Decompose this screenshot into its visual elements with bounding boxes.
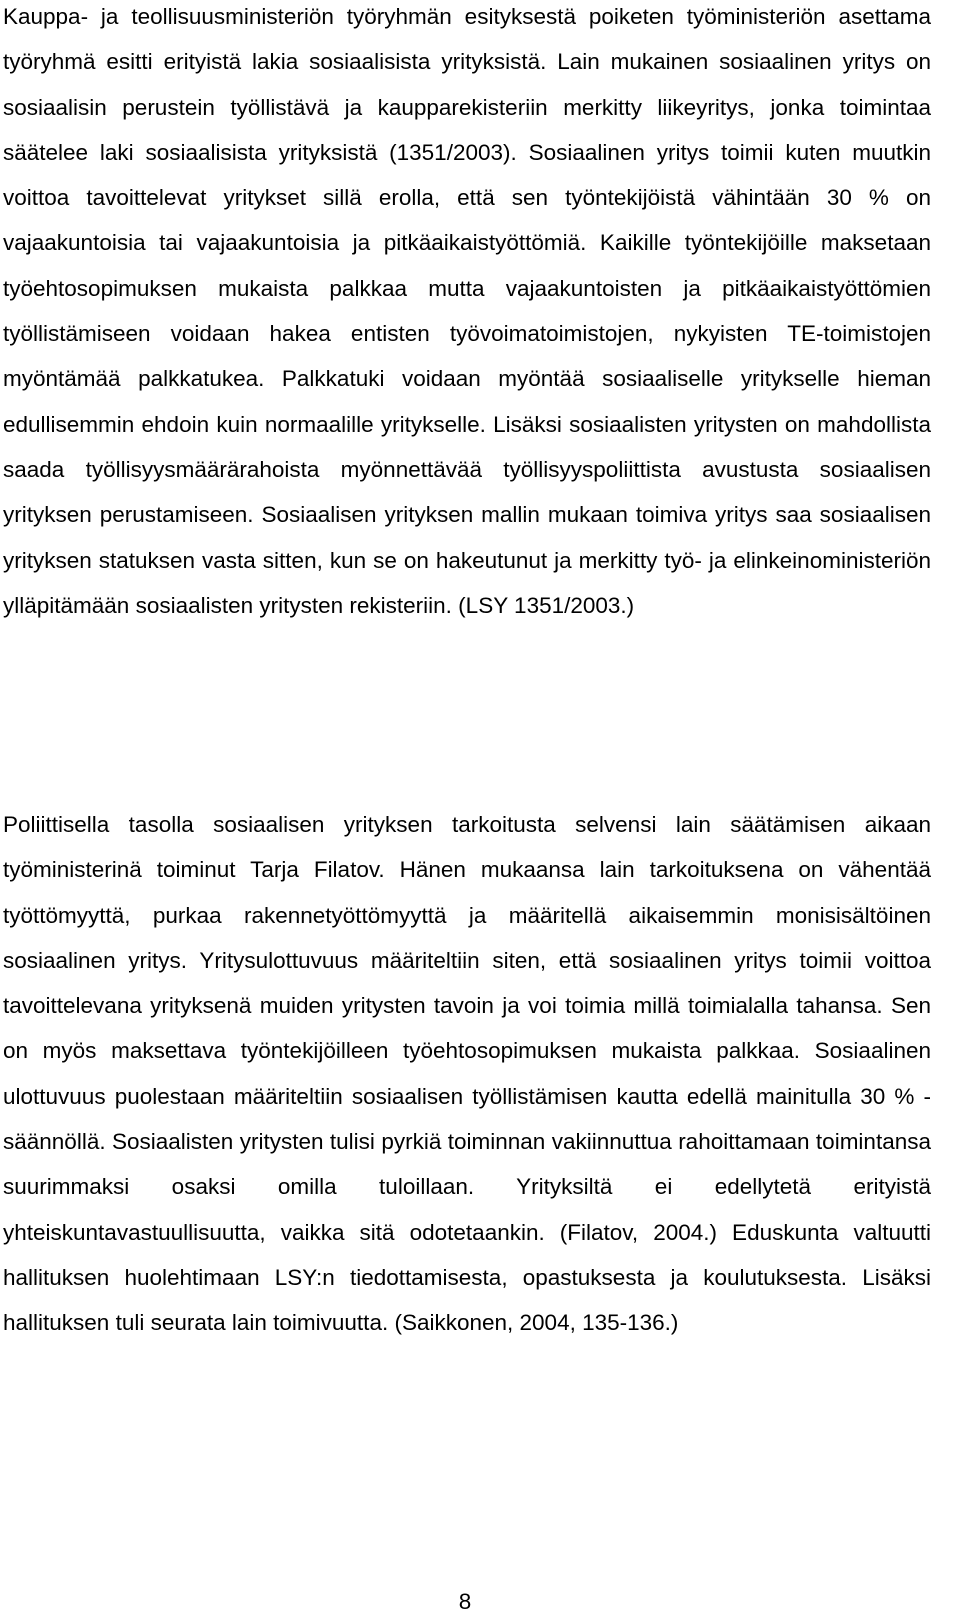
body-paragraph-2: Poliittisella tasolla sosiaalisen yrityksen tarkoitusta selvensi lain säätämisen aikaan työministerinä toiminut Tarja Filatov. Hänen mukaansa lain tarkoituksena on vähentää työttömyyttä, purkaa rakennetyöttömyyttä ja määritellä aikaisemmin monisisältöinen sosiaalinen yritys. Yritysulottuvuus määriteltiin siten, että sosiaalinen yritys toimii voittoa tavoittelevana yrityksenä muiden yritysten tavoin ja voi toimia millä toimialalla tahansa. Sen on myös maksettava työntekijöilleen työehtosopimuksen mukaista palkkaa. Sosiaalinen ulottuvuus puolestaan määriteltiin sosiaalisen työllistämisen kautta edellä mainitulla 30 % -säännöllä. Sosiaalisten yritysten tulisi pyrkiä toiminnan vakiinnuttua rahoittamaan toimintansa suurimmaksi osaksi omilla tuloillaan. Yrityksiltä ei edellytetä erityistä yhteiskuntavastuullisuutta, vaikka sitä odotetaankin. (Filatov, 2004.) Eduskunta valtuutti hallituksen huolehtimaan LSY:n tiedottamisesta, opastuksesta ja koulutuksesta. Lisäksi hallituksen tuli seurata lain toimivuutta. (Saikkonen, 2004, 135-136.) xyxy=(3,812,931,1336)
body-paragraph-1: Kauppa- ja teollisuusministeriön työryhmän esityksestä poiketen työministeriön asettama työryhmä esitti erityistä lakia sosiaalisista yrityksistä. Lain mukainen sosiaalinen yritys on sosiaalisin perustein työllistävä ja kaupparekisteriin merkitty liikeyritys, jonka toimintaa säätelee laki sosiaalisista yrityksistä (1351/2003). Sosiaalinen yritys toimii kuten muutkin voittoa tavoittelevat yritykset sillä erolla, että sen työntekijöistä vähintään 30 % on vajaakuntoisia tai vajaakuntoisia ja pitkäaikaistyöttömiä. Kaikille työntekijöille maksetaan työehtosopimuksen mukaista palkkaa mutta vajaakuntoisten ja pitkäaikaistyöttömien työllistämiseen voidaan hakea entisten työvoimatoimistojen, nykyisten TE-toimistojen myöntämää palkkatukea. Palkkatuki voidaan myöntää sosiaaliselle yritykselle hieman edullisemmin ehdoin kuin normaalille yritykselle. Lisäksi sosiaalisten yritysten on mahdollista saada työllisyysmäärärahoista myönnettävää työllisyyspoliittista avustusta sosiaalisen yrityksen perustamiseen. Sosiaalisen yrityksen mallin mukaan toimiva yritys saa sosiaalisen yrityksen statuksen vasta sitten, kun se on hakeutunut ja merkitty työ- ja elinkeinoministeriön ylläpitämään sosiaalisten yritysten rekisteriin. (LSY 1351/2003.) xyxy=(3,4,931,618)
page-number: 8 xyxy=(458,1589,472,1614)
